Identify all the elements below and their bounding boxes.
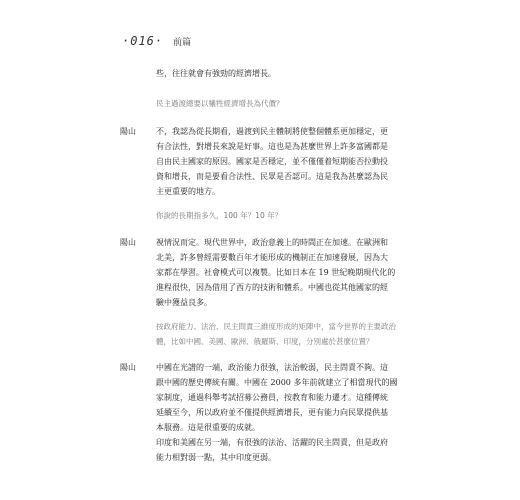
- speaker-label: 陽山: [120, 238, 136, 247]
- answer-block: [120, 360, 420, 465]
- chapter-title: 前篇: [173, 38, 192, 48]
- answer-line: 資和增長，而是要看合法性、民眾是否認可。這是我為甚麼認為民: [156, 172, 388, 181]
- question-text: [156, 208, 420, 223]
- answer-line: 驗中獲益良多。: [156, 298, 212, 307]
- answer-text: [156, 360, 420, 465]
- answer-line: 本服務。這是很重要的成就。: [156, 423, 260, 432]
- question-text: [156, 319, 420, 349]
- answer-line: 主更重要的地方。: [156, 187, 220, 196]
- answer-line: 視情況而定。現代世界中，政治意義上的時間正在加速。在歐洲和: [156, 238, 388, 247]
- answer-line: 家制度，通過科舉考試招募公務員，按教育和能力遷才。這種傳統: [156, 393, 388, 402]
- answer-text: [156, 124, 420, 199]
- speaker-label: 陽山: [120, 363, 136, 372]
- question-block: [120, 96, 420, 111]
- page-number: ·016·: [122, 34, 164, 48]
- question-text: [156, 96, 420, 111]
- answer-line: 自由民主國家的原因。國家是否穩定，並不僅僅着短期能否拉動投: [156, 157, 388, 166]
- answer-line: 家都在學習。社會模式可以複製。比如日本在 19 世紀晚期現代化的: [156, 268, 396, 277]
- answer-line: 有合法性，對增長來說是好事。這也是為甚麼世界上許多富國都是: [156, 142, 388, 151]
- answer-line: 北美，許多曾經需要數百年才能形成的機制正在加速發展，因為大: [156, 253, 388, 262]
- answer-line: 跟中國的歷史傳統有關。中國在 2000 多年前就建立了相當現代的國: [156, 378, 398, 387]
- page-header: [122, 34, 191, 48]
- question-block: [120, 319, 420, 349]
- answer-line: 不，我認為從長期看，過渡到民主體制將使整個體系更加穩定，更: [156, 127, 388, 136]
- question-line: 你說的長期指多久，100 年？10 年？: [156, 211, 283, 220]
- answer-line: 中國在光譜的一端，政治能力很強，法治較弱，民主問責不夠。這: [156, 363, 388, 372]
- answer-line: 印度和美國在另一端，有很強的法治、活躍的民主問責，但是政府: [156, 438, 388, 447]
- answer-line: 些，往往就會有強勁的經濟增長。: [156, 69, 276, 78]
- answer-block: [120, 235, 420, 310]
- answer-line: 能力相對弱一點，其中印度更弱。: [156, 453, 276, 462]
- question-block: [120, 208, 420, 223]
- question-line: 體，比如中國、美國、歐洲、俄羅斯、印度，分別處於甚麼位置？: [156, 337, 374, 346]
- answer-text: [156, 66, 420, 81]
- answer-text: [156, 235, 420, 310]
- answer-block: [120, 124, 420, 199]
- answer-line: 進程很快，因為借用了西方的技術和體系。中國也從其他國家的經: [156, 283, 388, 292]
- question-line: 按政府能力、法治、民主問責三維度形成的矩陣中，當今世界的主要政治: [156, 322, 396, 331]
- answer-line: 延續至今，所以政府並不僅提供經濟增長，更有能力向民眾提供基: [156, 408, 388, 417]
- speaker-label: 陽山: [120, 127, 136, 136]
- answer-continuation: [120, 66, 420, 81]
- question-line: 民主過渡總要以犧牲經濟增長為代價？: [156, 99, 284, 108]
